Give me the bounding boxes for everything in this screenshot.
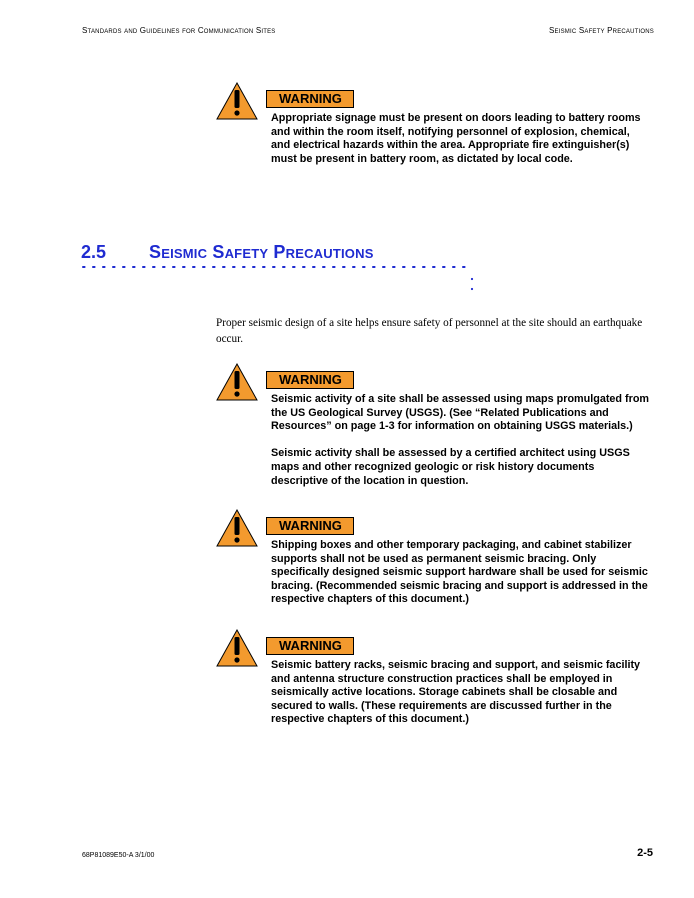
section-title: Seismic Safety Precautions: [149, 242, 374, 262]
footer-page-number: 2-5: [637, 847, 653, 859]
running-header-right: Seismic Safety Precautions: [549, 26, 654, 35]
footer-doc-id: 68P81089E50-A 3/1/00: [82, 852, 155, 859]
warning-triangle-icon: [216, 509, 258, 547]
intro-paragraph: Proper seismic design of a site helps ensure safety of personnel at the site should an earthquake occur.: [216, 317, 643, 345]
warning-paragraph: Shipping boxes and other temporary packaging, and cabinet stabilizer supports shall not be used as permanent seismic bracing. Only specifically designed seismic support hardware shall be used for seismic bracing. (Recommended seismic bracing and support is addressed in the respective chapters of this document.): [271, 539, 648, 606]
warning-text: [271, 393, 651, 502]
warning-paragraph: Seismic activity shall be assessed by a certified architect using USGS maps and other recognized geologic or risk history documents descriptive of the location in question.: [271, 447, 630, 487]
warning-label: WARNING: [266, 517, 354, 535]
warning-text: [271, 659, 651, 741]
warning-paragraph: Appropriate signage must be present on doors leading to battery rooms and within the room itself, notifying personnel of explosion, chemical, and electrical hazards within the area. Appropriate fire extinguisher(s) must be present in battery room, as dictated by local code.: [271, 112, 641, 165]
warning-label: WARNING: [266, 90, 354, 108]
warning-paragraph: Seismic battery racks, seismic bracing and support, and seismic facility and antenna structure construction practices shall be employed in seismically active locations. Storage cabinets shall be closable and secured to walls. (These requirements are discussed further in the respective chapters of this document.): [271, 659, 641, 726]
dotted-rule: [82, 265, 474, 295]
warning-label: WARNING: [266, 371, 354, 389]
warning-triangle-icon: [216, 82, 258, 120]
section-number: 2.5: [81, 242, 107, 262]
warning-triangle-icon: [216, 629, 258, 667]
warning-label: WARNING: [266, 637, 354, 655]
running-header-left: Standards and Guidelines for Communication Sites: [82, 26, 276, 35]
warning-text: [271, 539, 651, 621]
warning-paragraph: Seismic activity of a site shall be assessed using maps promulgated from the US Geological Survey (USGS). (See “Related Publications and Resources” on page 1-3 for information on obtaining USGS materials.): [271, 393, 650, 433]
warning-triangle-icon: [216, 363, 258, 401]
warning-text: [271, 112, 651, 180]
